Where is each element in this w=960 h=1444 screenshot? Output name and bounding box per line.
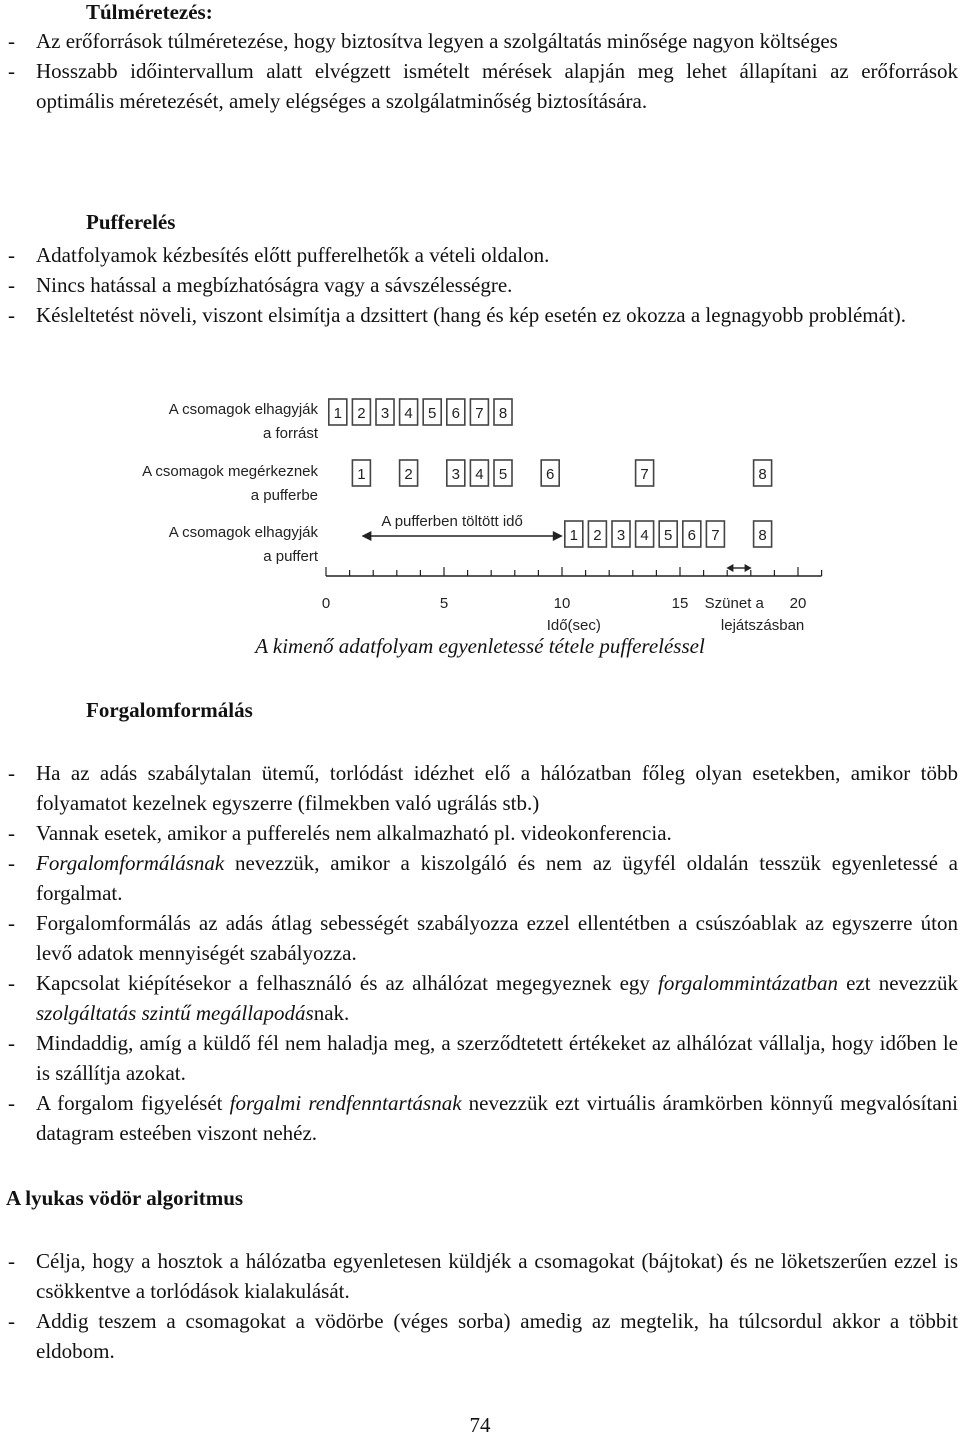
text-run: A forgalom figyelését (36, 1091, 230, 1115)
packet-number: 2 (404, 466, 413, 483)
packet-number: 2 (357, 405, 366, 422)
list-item: - Adatfolyamok kézbesítés előtt pufferelhetők a vételi oldalon. (8, 240, 958, 270)
figure-caption: A kimenő adatfolyam egyenletessé tétele puffereléssel (255, 634, 705, 658)
packet-number: 8 (758, 527, 767, 544)
list-item: - Hosszabb időintervallum alatt elvégzett ismételt mérések alapján meg lehet állapítani az erőforrások optimális méretezését, amely elégséges a szolgálatminőség biztosítására. (8, 56, 958, 116)
packet-number: 7 (475, 405, 484, 422)
packet-number: 4 (475, 466, 484, 483)
text-run: Forgalomformálás az adás átlag sebességét szabályozza ezzel ellentétben a csúszóablak az egyszerre úton levő adatok mennyiségét szabályozza. (36, 911, 958, 965)
list-traffic-shaping (8, 758, 958, 1148)
arrow-head-left (361, 531, 371, 541)
packet-number: 3 (616, 527, 626, 544)
list-item (8, 818, 958, 848)
heading-oversizing: Túlméretezés: (86, 0, 213, 24)
packet-number: 1 (333, 405, 342, 422)
packet-number: 7 (640, 466, 649, 483)
axis-title: Idő(sec) (546, 617, 601, 634)
arrow-head-right (553, 531, 563, 541)
text-run: Kapcsolat kiépítésekor a felhasználó és az alhálózat megegyeznek egy (36, 971, 658, 995)
row-label: a forrást (262, 425, 318, 442)
text-run: nevezzük ezt virtuális áramkörben könnyű megvalósítani datagram esteében viszont nehéz. (36, 1091, 958, 1145)
list-item (8, 758, 958, 818)
packet-number: 6 (546, 466, 555, 483)
heading-buffering: Pufferelés (86, 210, 176, 234)
italic-term: forgalommintázatban (657, 971, 839, 995)
packet-number: 8 (758, 466, 767, 483)
packet-number: 3 (380, 405, 390, 422)
axis-tick-label: 5 (439, 595, 449, 612)
packet-number: 2 (593, 527, 602, 544)
list-item (8, 848, 958, 908)
heading-traffic-shaping: Forgalomformálás (86, 698, 253, 722)
packet-number: 7 (711, 527, 720, 544)
packet-number: 8 (498, 405, 508, 422)
text-run: Ha az adás szabálytalan ütemű, torlódást idézhet elő a hálózatban főleg olyan esetekben, amikor több folyamatot kezelnek egyszerre (filmekben való ugrálás stb.) (36, 761, 958, 815)
pause-label: lejátszásban (720, 617, 805, 634)
row-label: a pufferbe (250, 487, 318, 504)
axis-tick-label: 0 (321, 595, 331, 612)
packet-number: 5 (428, 405, 437, 422)
italic-term: Forgalomformálásnak (36, 851, 225, 875)
text-run: ezt nevezzük (838, 971, 958, 995)
axis-tick-label: 20 (789, 595, 807, 612)
packet-number: 4 (404, 405, 413, 422)
row-label: A csomagok megérkeznek (142, 463, 318, 480)
text-run: nak. (313, 1001, 350, 1025)
list-buffering (8, 240, 958, 330)
row-label: A csomagok elhagyják (168, 401, 318, 418)
packet-number: 1 (357, 466, 366, 483)
list-item: - Késleltetést növeli, viszont elsimítja a dzsittert (hang és kép esetén ez okozza a legnagyobb problémát). (8, 300, 958, 330)
packet-number: 3 (451, 466, 460, 483)
buffering-diagram (0, 380, 960, 635)
list-item (8, 1088, 958, 1148)
heading-leaky-bucket: A lyukas vödör algoritmus (6, 1186, 244, 1210)
buffer-time-label: A pufferben töltött idő (381, 513, 523, 530)
text-run: Vannak esetek, amikor a pufferelés nem alkalmazható pl. videokonferencia. (36, 821, 672, 845)
packet-number: 5 (664, 527, 673, 544)
axis-tick-label: 10 (553, 595, 571, 612)
italic-term: forgalmi rendfenntartásnak (229, 1091, 462, 1115)
list-item: - Célja, hogy a hosztok a hálózatba egyenletesen küldjék a csomagokat (bájtokat) és ne löketszerűen ezzel is csökkentve a torlódások kialakulását. (8, 1246, 958, 1306)
packet-number: 6 (451, 405, 460, 422)
text-run: nevezzük, amikor a kiszolgáló és nem az ügyfél oldalán tesszük egyenletessé a forgalmat. (36, 851, 958, 905)
list-item (8, 1028, 958, 1088)
row-label: a puffert (263, 548, 318, 565)
pause-label: Szünet a (704, 595, 764, 612)
packet-number: 4 (640, 527, 649, 544)
list-item (8, 908, 958, 968)
list-leaky-bucket (8, 1246, 958, 1366)
packet-number: 5 (498, 466, 508, 483)
list-item (8, 968, 958, 1028)
packet-number: 6 (687, 527, 696, 544)
list-item: - Az erőforrások túlméretezése, hogy biztosítva legyen a szolgáltatás minősége nagyon költséges (8, 26, 958, 56)
row-label: A csomagok elhagyják (168, 524, 318, 541)
list-item: - Nincs hatással a megbízhatóságra vagy a sávszélességre. (8, 270, 958, 300)
italic-term: szolgáltatás szintű megállapodás (36, 1001, 314, 1025)
list-item: - Addig teszem a csomagokat a vödörbe (véges sorba) amedig az megtelik, ha túlcsordul akkor a többit eldobom. (8, 1306, 958, 1366)
list-oversizing (8, 26, 958, 116)
text-run: Mindaddig, amíg a küldő fél nem haladja meg, a szerződtetett értékeket az alhálózat vállalja, hogy időben le is szállítja azokat. (36, 1031, 958, 1085)
axis-tick-label: 15 (671, 595, 689, 612)
packet-number: 1 (569, 527, 578, 544)
page-number: 74 (469, 1413, 491, 1437)
